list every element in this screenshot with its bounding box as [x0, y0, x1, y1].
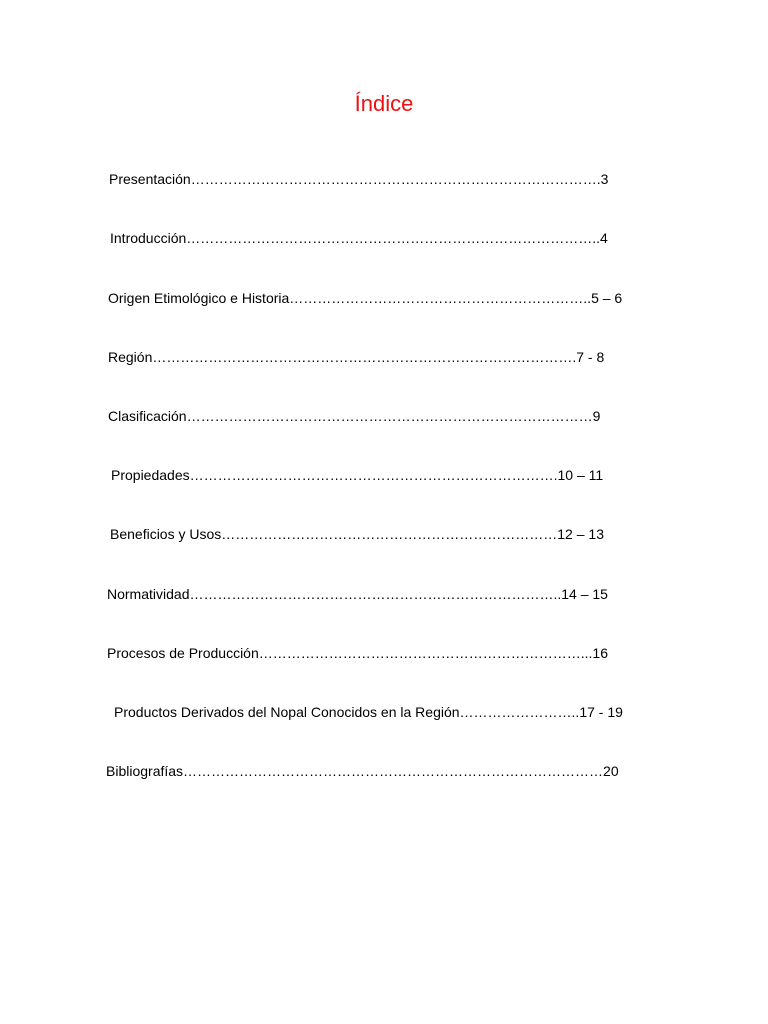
toc-entry-text: Clasificación……………………………………………………………………………9	[108, 408, 601, 424]
toc-entry-clasificacion	[108, 406, 600, 426]
toc-entry-bibliografias	[106, 761, 619, 781]
toc-entry-region	[108, 347, 604, 367]
toc-entry-text: Presentación…………………………………………………………………………….3	[109, 171, 609, 187]
toc-entry-text: Beneficios y Usos………………………………………………………………12 – 13	[110, 526, 604, 542]
toc-entry-text: Bibliografías………………………………………………………………………………20	[106, 763, 619, 779]
toc-entry-text: Propiedades…………………………………………………………………….10 – 11	[111, 467, 604, 483]
toc-entry-beneficios	[110, 524, 604, 544]
toc-entry-text: Procesos de Producción……………………………………………………………...16	[107, 645, 608, 661]
toc-entry-introduccion	[110, 228, 608, 248]
toc-entry-propiedades	[111, 465, 603, 485]
toc-entry-text: Normatividad……………………………………………………………………..14 – 15	[107, 586, 608, 602]
toc-entry-text: Productos Derivados del Nopal Conocidos en la Región……………………..17 - 19	[114, 704, 623, 720]
toc-entry-text: Origen Etimológico e Historia………………………………………………………..5 – 6	[108, 290, 623, 306]
toc-entry-origen	[108, 288, 622, 308]
toc-entry-procesos	[107, 643, 608, 663]
toc-entry-productos	[114, 702, 623, 722]
toc-entry-text: Introducción……………………………………………………………………………..4	[110, 230, 608, 246]
toc-entry-text: Región……………………………………………………………………………….7 - 8	[108, 349, 605, 365]
page-title: Índice	[354, 91, 414, 116]
toc-entry-normatividad	[107, 584, 608, 604]
toc-entry-presentacion	[109, 169, 608, 189]
